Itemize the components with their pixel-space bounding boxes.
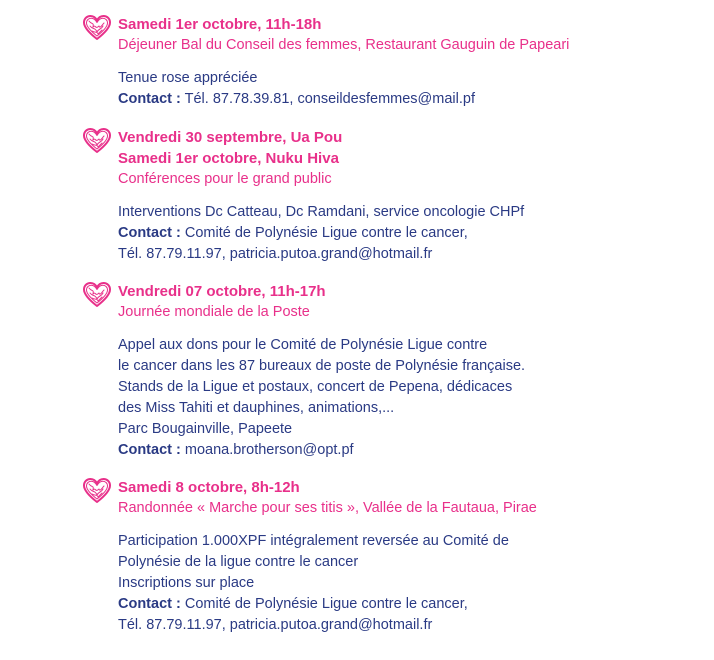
event-details bbox=[118, 68, 702, 110]
contact-value: moana.brotherson@opt.pf bbox=[184, 442, 354, 458]
event-date: Samedi 1er octobre, 11h-18h bbox=[118, 16, 322, 33]
event-details bbox=[118, 202, 702, 265]
event-date: Samedi 1er octobre, Nuku Hiva bbox=[118, 150, 339, 167]
event-title: Déjeuner Bal du Conseil des femmes, Restaurant Gauguin de Papeari bbox=[118, 37, 570, 53]
event-date: Vendredi 07 octobre, 11h-17h bbox=[118, 283, 326, 300]
event-1 bbox=[82, 14, 702, 110]
contact-value: Comité de Polynésie Ligue contre le cancer, bbox=[184, 225, 468, 241]
event-3 bbox=[82, 281, 702, 461]
event-detail-line: Inscriptions sur place bbox=[118, 575, 255, 591]
event-details bbox=[118, 335, 702, 461]
event-contact bbox=[118, 223, 702, 244]
heart-doodle-icon bbox=[82, 127, 112, 155]
event-detail-line: Tenue rose appréciée bbox=[118, 70, 258, 86]
contact-value: Comité de Polynésie Ligue contre le cancer, bbox=[184, 596, 468, 612]
contact-value: Tél. 87.79.11.97, patricia.putoa.grand@hotmail.fr bbox=[118, 246, 433, 262]
event-date: Samedi 8 octobre, 8h-12h bbox=[118, 479, 300, 496]
event-detail-line: Polynésie de la ligue contre le cancer bbox=[118, 554, 359, 570]
event-detail-line: Parc Bougainville, Papeete bbox=[118, 421, 293, 437]
event-detail-line: Stands de la Ligue et postaux, concert de Pepena, dédicaces bbox=[118, 379, 513, 395]
contact-value: Tél. 87.78.39.81, conseildesfemmes@mail.pf bbox=[184, 91, 475, 107]
event-title: Conférences pour le grand public bbox=[118, 171, 332, 187]
event-contact bbox=[118, 594, 702, 615]
contact-label: Contact : bbox=[118, 596, 181, 612]
event-title: Journée mondiale de la Poste bbox=[118, 304, 310, 320]
event-contact bbox=[118, 89, 702, 110]
contact-value: Tél. 87.79.11.97, patricia.putoa.grand@hotmail.fr bbox=[118, 617, 433, 633]
event-contact bbox=[118, 440, 702, 461]
event-date: Vendredi 30 septembre, Ua Pou bbox=[118, 129, 343, 146]
heart-doodle-icon bbox=[82, 281, 112, 309]
contact-label: Contact : bbox=[118, 225, 181, 241]
event-details bbox=[118, 531, 702, 636]
event-detail-line: Appel aux dons pour le Comité de Polynésie Ligue contre bbox=[118, 337, 488, 353]
event-4 bbox=[82, 477, 702, 636]
contact-label: Contact : bbox=[118, 91, 181, 107]
heart-doodle-icon bbox=[82, 477, 112, 505]
event-detail-line: des Miss Tahiti et dauphines, animations,... bbox=[118, 400, 395, 416]
event-detail-line: Interventions Dc Catteau, Dc Ramdani, service oncologie CHPf bbox=[118, 204, 525, 220]
contact-label: Contact : bbox=[118, 442, 181, 458]
heart-doodle-icon bbox=[82, 14, 112, 42]
event-detail-line: le cancer dans les 87 bureaux de poste de Polynésie française. bbox=[118, 358, 526, 374]
event-title: Randonnée « Marche pour ses titis », Vallée de la Fautaua, Pirae bbox=[118, 500, 537, 516]
event-2 bbox=[82, 127, 702, 265]
event-detail-line: Participation 1.000XPF intégralement reversée au Comité de bbox=[118, 533, 509, 549]
